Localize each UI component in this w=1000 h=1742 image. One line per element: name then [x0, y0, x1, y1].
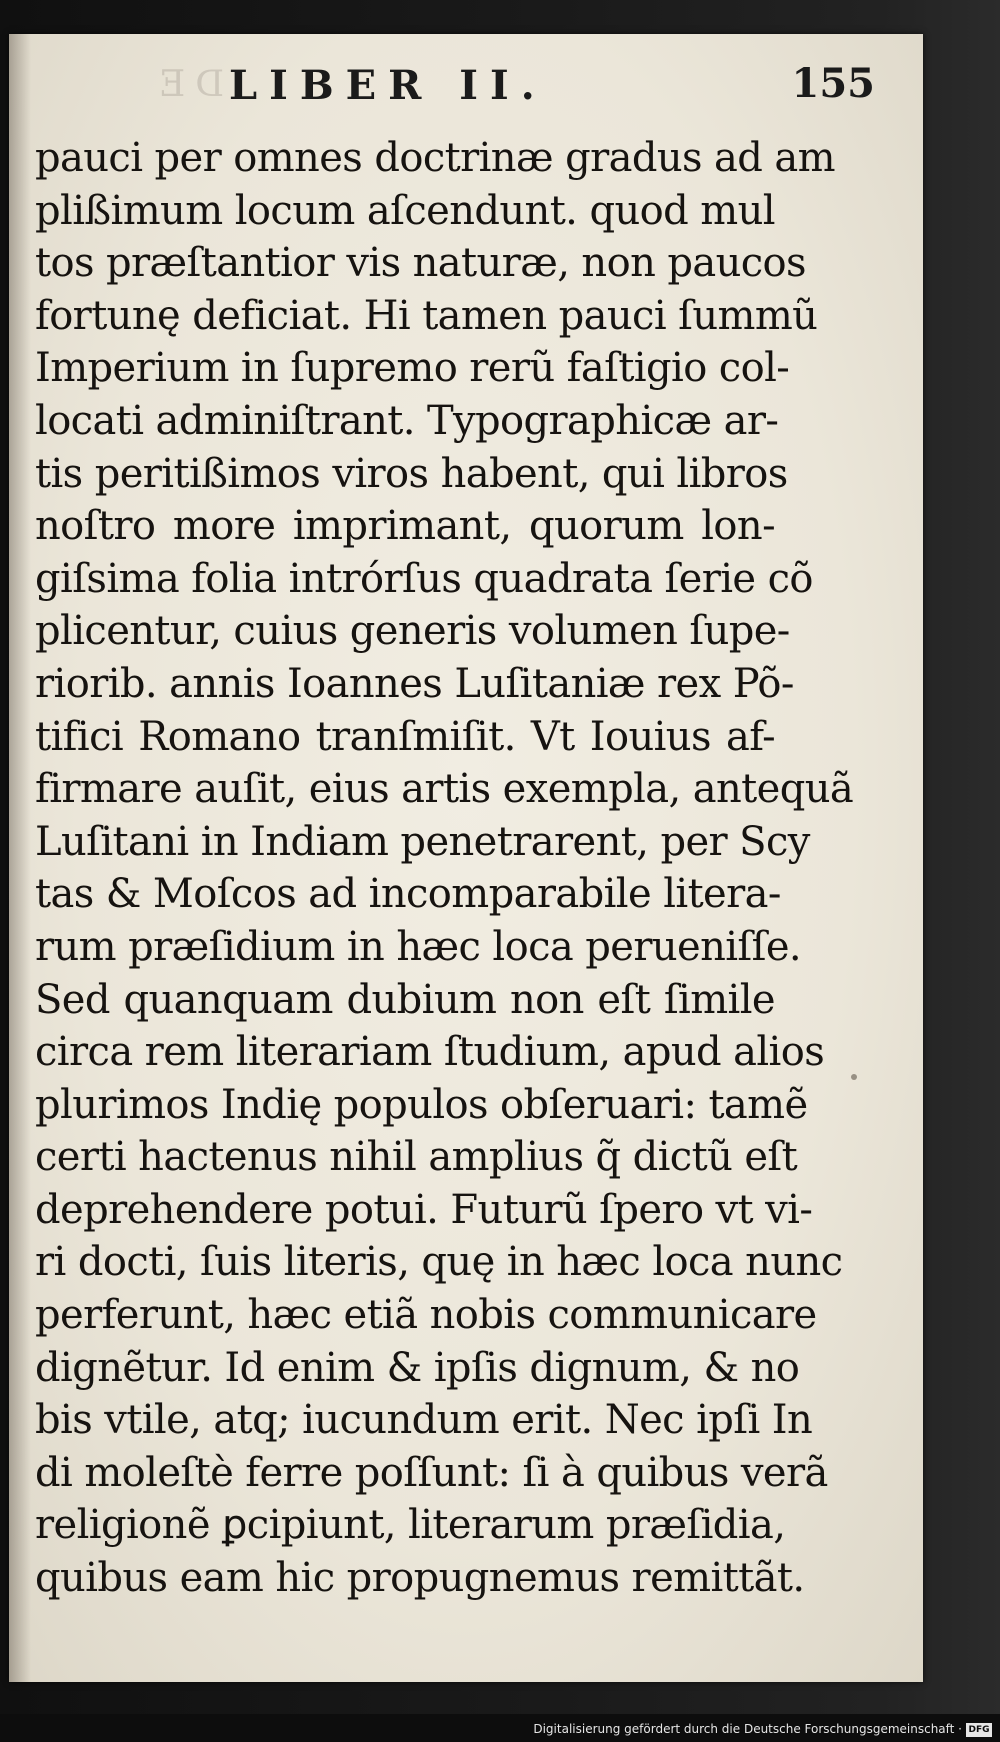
- text-line: tas & Moſcos ad incomparabile litera-: [35, 871, 781, 918]
- text-line: quibus eam hic propugnemus remittãt.: [35, 1555, 805, 1602]
- digitization-footer: [0, 1714, 1000, 1742]
- running-head: [39, 56, 893, 120]
- text-line: pauci per omnes doctrinæ gradus ad am: [35, 135, 836, 181]
- text-line: plurimos Indię populos obſeruari: tamẽ: [35, 1081, 808, 1128]
- dfg-logo-icon: DFG: [966, 1723, 992, 1737]
- text-line: tos præſtantior vis naturæ, non paucos: [35, 240, 806, 287]
- page-number: 155: [791, 60, 875, 107]
- text-line: giſsima folia intrórſus quadrata ſerie cõ: [35, 555, 813, 602]
- text-line: di moleſtè ferre poſſunt: ſi à quibus verã: [35, 1449, 828, 1496]
- text-line: ri docti, ſuis literis, quę in hæc loca nunc: [35, 1239, 843, 1286]
- text-line: locati adminiſtrant. Typographicæ ar-: [35, 397, 779, 444]
- text-line: tifici Romano tranſmiſit. Vt Iouius af-: [35, 713, 775, 760]
- body-text: [35, 132, 854, 1605]
- text-line: perferunt, hæc etiã nobis communicare: [35, 1292, 817, 1339]
- text-line: plißimum locum aſcendunt. quod mul: [35, 187, 775, 234]
- text-line: plicentur, cuius generis volumen ſupe-: [35, 608, 790, 655]
- gutter-shadow: [9, 34, 31, 1682]
- funding-credit: Digitalisierung gefördert durch die Deutsche Forschungsgemeinschaft ·: [533, 1722, 962, 1736]
- text-line: Imperium in ſupremo rerũ faſtigio col-: [35, 345, 790, 392]
- text-line: circa rem literariam ſtudium, apud alios: [35, 1029, 825, 1076]
- text-line: firmare auſit, eius artis exempla, antequã: [35, 766, 854, 813]
- show-through-text: DE: [149, 64, 225, 105]
- text-line: religionẽ ꝑcipiunt, literarum præſidia,: [35, 1502, 786, 1549]
- text-line: deprehendere potui. Futurũ ſpero vt vi-: [35, 1186, 813, 1233]
- text-line: rum præſidium in hæc loca perueniſſe.: [35, 923, 802, 970]
- text-line: Luſitani in Indiam penetrarent, per Scy: [35, 818, 810, 865]
- text-line: fortunę deficiat. Hi tamen pauci ſummũ: [35, 292, 818, 339]
- text-line: riorib. annis Ioannes Luſitaniæ rex Põ-: [35, 660, 794, 707]
- book-page: [9, 34, 923, 1682]
- running-head-title: LIBER II.: [229, 62, 547, 109]
- text-line: Sed quanquam dubium non eſt ſimile: [35, 976, 775, 1023]
- text-line: bis vtile, atq; iucundum erit. Nec ipſi In: [35, 1397, 813, 1444]
- text-line: dignẽtur. Id enim & ipſis dignum, & no: [35, 1344, 800, 1391]
- text-line: tis peritißimos viros habent, qui libros: [35, 450, 788, 497]
- text-line: certi hactenus nihil amplius q̃ dictũ eſt: [35, 1134, 798, 1181]
- paper-speck: [851, 1074, 857, 1080]
- text-line: noſtro more imprimant, quorum lon-: [35, 503, 775, 550]
